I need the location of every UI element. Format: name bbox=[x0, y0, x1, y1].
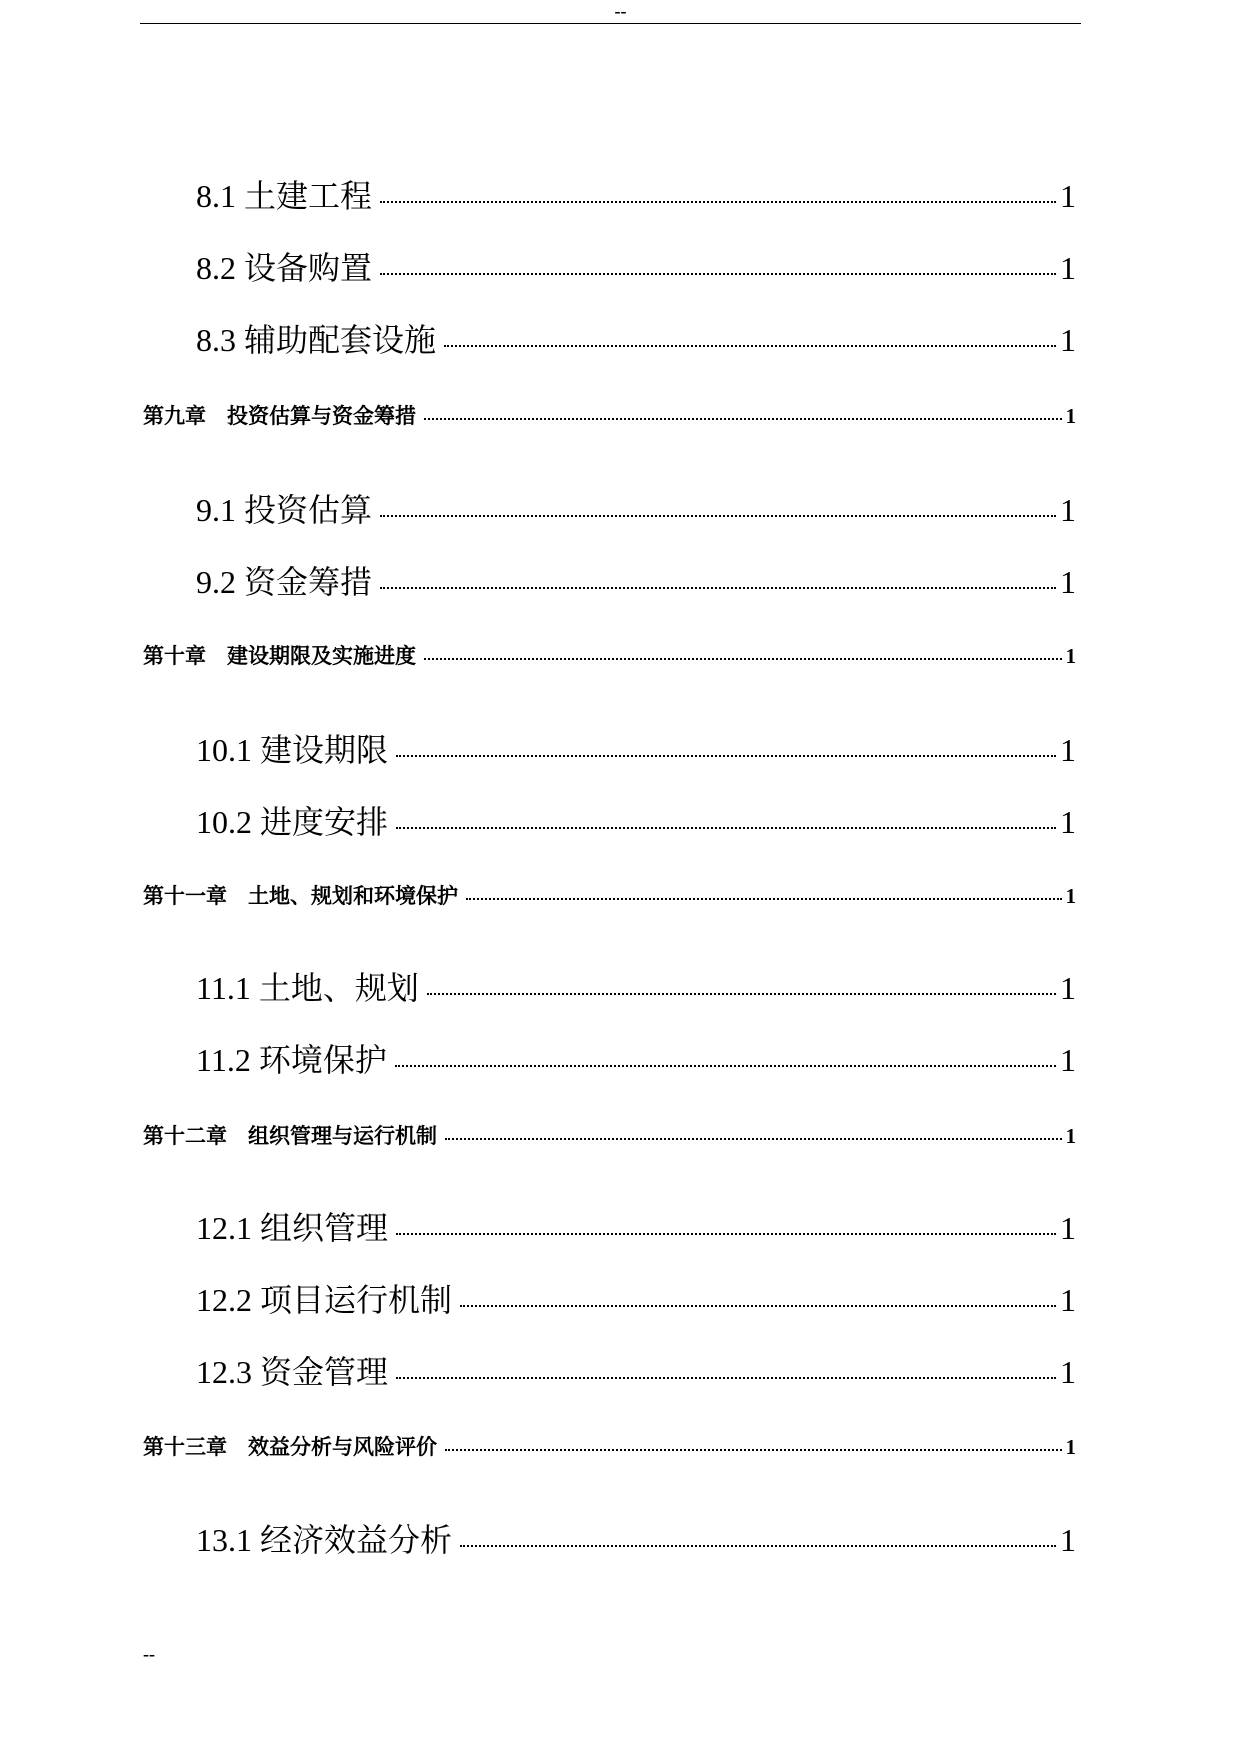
toc-entry-title: 12.1 组织管理 bbox=[196, 1210, 389, 1246]
toc-chapter-entry[interactable] bbox=[143, 882, 1076, 910]
toc-dot-leader bbox=[427, 993, 1056, 995]
toc-dot-leader bbox=[395, 1065, 1056, 1067]
toc-page-number: 1 bbox=[1060, 178, 1076, 214]
toc-page-number: 1 bbox=[1060, 1354, 1076, 1390]
toc-entry-title: 13.1 经济效益分析 bbox=[196, 1522, 453, 1558]
toc-entry-title: 9.1 投资估算 bbox=[196, 492, 373, 528]
toc-entry[interactable] bbox=[196, 730, 1076, 770]
toc-page-number: 1 bbox=[1065, 1435, 1076, 1459]
toc-dot-leader bbox=[444, 345, 1056, 347]
toc-entry-title: 第十章 建设期限及实施进度 bbox=[143, 644, 416, 668]
toc-entry-title: 9.2 资金筹措 bbox=[196, 564, 373, 600]
toc-page-number: 1 bbox=[1060, 492, 1076, 528]
toc-entry-title: 12.2 项目运行机制 bbox=[196, 1282, 453, 1318]
toc-page-number: 1 bbox=[1060, 564, 1076, 600]
toc-page-number: 1 bbox=[1060, 970, 1076, 1006]
toc-page-number: 1 bbox=[1060, 732, 1076, 768]
toc-dot-leader bbox=[380, 515, 1056, 517]
toc-page-number: 1 bbox=[1065, 644, 1076, 668]
toc-dot-leader bbox=[380, 273, 1056, 275]
toc-page-number: 1 bbox=[1060, 804, 1076, 840]
toc-entry[interactable] bbox=[196, 802, 1076, 842]
toc-chapter-entry[interactable] bbox=[143, 1122, 1076, 1150]
toc-dot-leader bbox=[445, 1138, 1062, 1140]
toc-entry[interactable] bbox=[196, 490, 1076, 530]
toc-entry-title: 第十三章 效益分析与风险评价 bbox=[143, 1435, 437, 1459]
toc-page-number: 1 bbox=[1065, 884, 1076, 908]
toc-dot-leader bbox=[424, 658, 1062, 660]
toc-page-number: 1 bbox=[1060, 1210, 1076, 1246]
toc-entry-title: 8.3 辅助配套设施 bbox=[196, 322, 437, 358]
toc-page-number: 1 bbox=[1060, 322, 1076, 358]
page-footer-mark: -- bbox=[143, 1644, 155, 1664]
toc-dot-leader bbox=[396, 1233, 1056, 1235]
toc-entry-title: 12.3 资金管理 bbox=[196, 1354, 389, 1390]
toc-entry[interactable] bbox=[196, 176, 1076, 216]
toc-entry[interactable] bbox=[196, 1040, 1076, 1080]
toc-entry[interactable] bbox=[196, 1352, 1076, 1392]
toc-dot-leader bbox=[380, 201, 1056, 203]
toc-page-number: 1 bbox=[1065, 404, 1076, 428]
toc-chapter-entry[interactable] bbox=[143, 1433, 1076, 1461]
toc-entry-title: 11.2 环境保护 bbox=[196, 1042, 387, 1078]
toc-entry[interactable] bbox=[196, 1520, 1076, 1560]
toc-entry-title: 第十一章 土地、规划和环境保护 bbox=[143, 884, 458, 908]
toc-dot-leader bbox=[445, 1449, 1062, 1451]
toc-dot-leader bbox=[460, 1305, 1056, 1307]
page-header-mark: -- bbox=[614, 1, 627, 21]
toc-dot-leader bbox=[460, 1545, 1056, 1547]
toc-entry[interactable] bbox=[196, 968, 1076, 1008]
toc-dot-leader bbox=[380, 587, 1056, 589]
toc-entry-title: 8.2 设备购置 bbox=[196, 250, 373, 286]
toc-entry[interactable] bbox=[196, 248, 1076, 288]
toc-dot-leader bbox=[396, 1377, 1056, 1379]
toc-page-number: 1 bbox=[1060, 250, 1076, 286]
toc-page-number: 1 bbox=[1060, 1282, 1076, 1318]
toc-dot-leader bbox=[396, 827, 1056, 829]
toc-page-number: 1 bbox=[1060, 1042, 1076, 1078]
toc-entry[interactable] bbox=[196, 320, 1076, 360]
toc-entry[interactable] bbox=[196, 1280, 1076, 1320]
toc-dot-leader bbox=[466, 898, 1062, 900]
toc-chapter-entry[interactable] bbox=[143, 402, 1076, 430]
toc-page-number: 1 bbox=[1060, 1522, 1076, 1558]
toc-entry-title: 10.1 建设期限 bbox=[196, 732, 389, 768]
toc-entry-title: 10.2 进度安排 bbox=[196, 804, 389, 840]
toc-entry[interactable] bbox=[196, 1208, 1076, 1248]
toc-dot-leader bbox=[424, 418, 1062, 420]
toc-entry-title: 8.1 土建工程 bbox=[196, 178, 373, 214]
toc-entry[interactable] bbox=[196, 562, 1076, 602]
toc-entry-title: 第十二章 组织管理与运行机制 bbox=[143, 1124, 437, 1148]
toc-chapter-entry[interactable] bbox=[143, 642, 1076, 670]
toc-entry-title: 第九章 投资估算与资金筹措 bbox=[143, 404, 416, 428]
toc-entry-title: 11.1 土地、规划 bbox=[196, 970, 419, 1006]
toc-page-number: 1 bbox=[1065, 1124, 1076, 1148]
toc-dot-leader bbox=[396, 755, 1056, 757]
